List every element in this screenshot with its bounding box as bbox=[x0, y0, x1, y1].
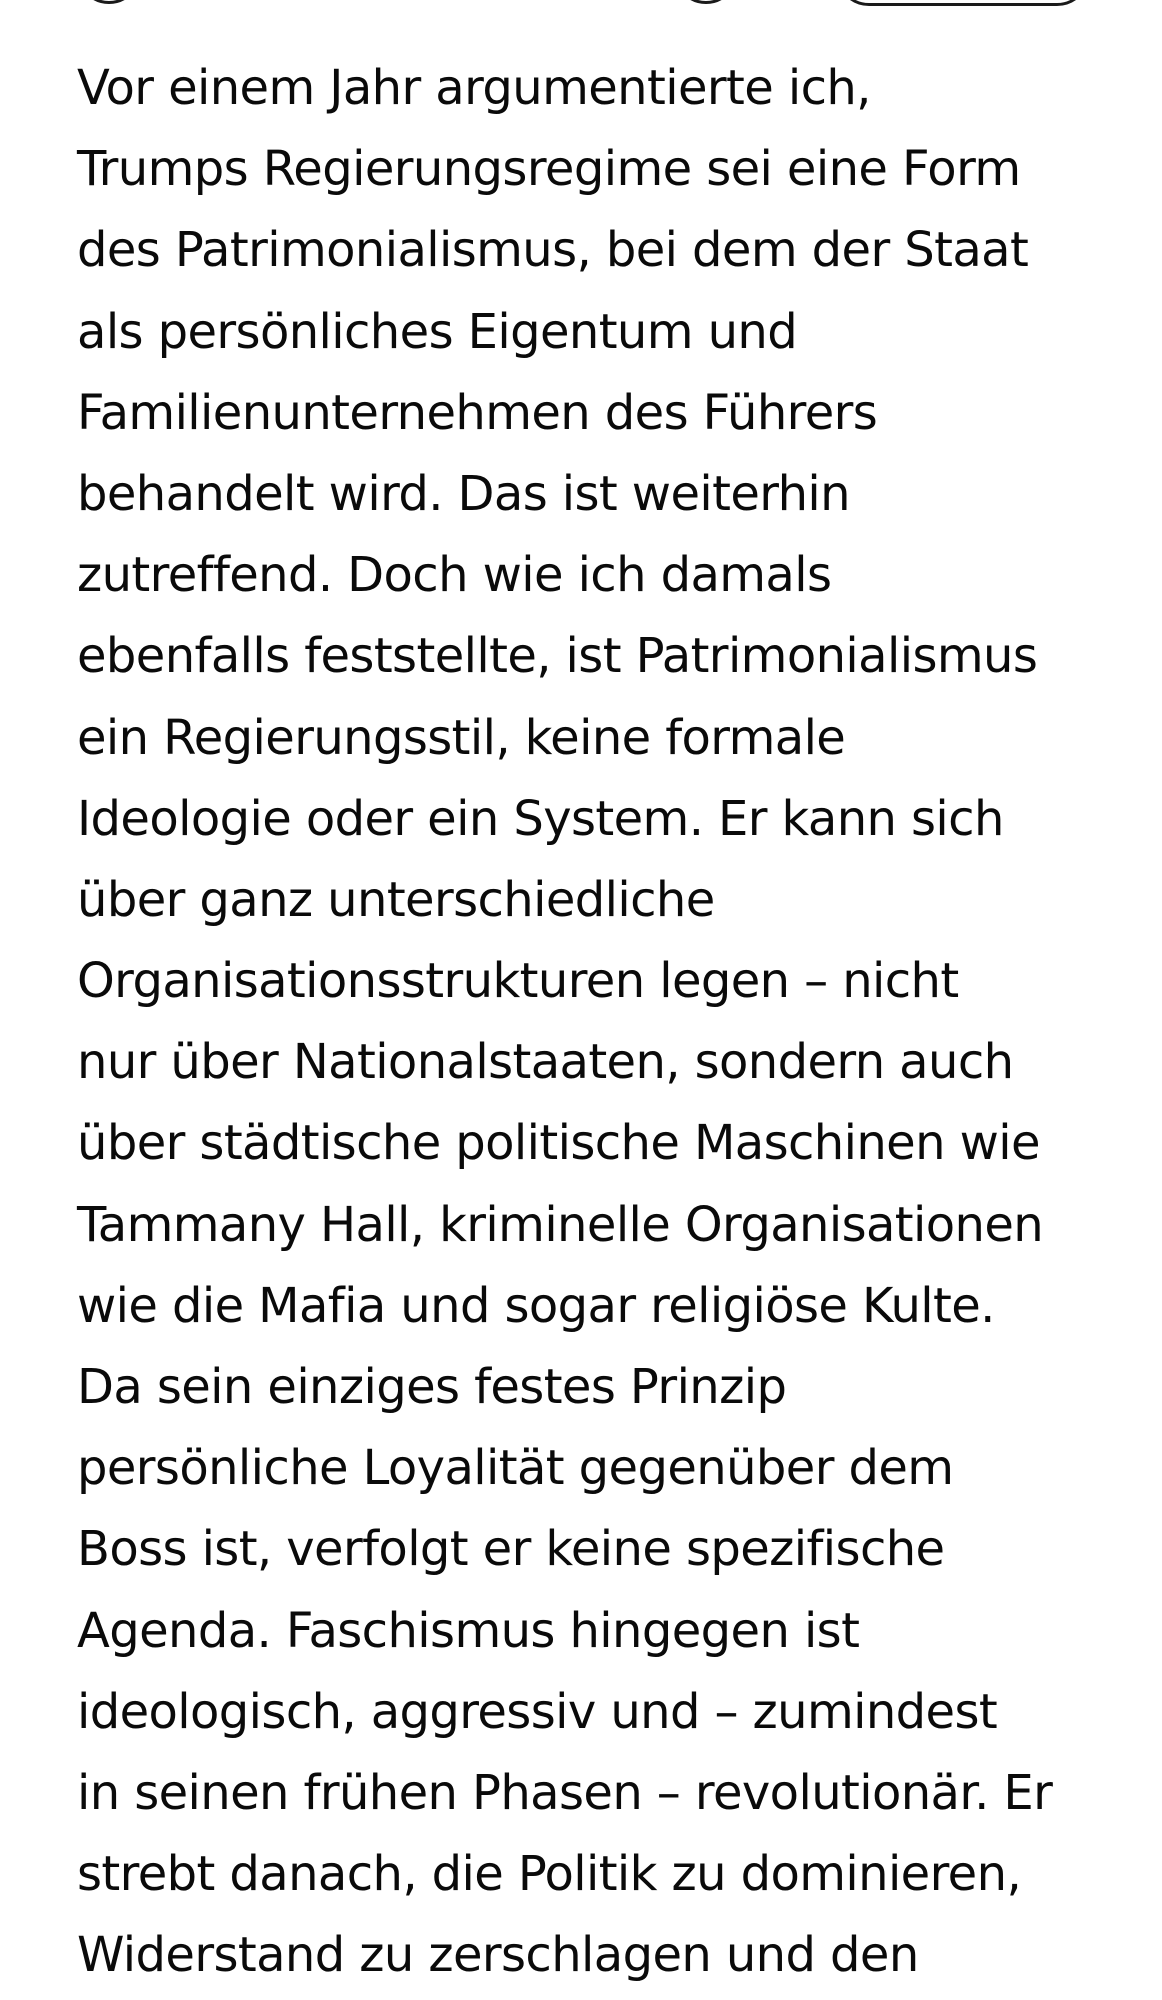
article-line: Tammany Hall, kriminelle Organisationen bbox=[77, 1196, 1044, 1253]
article-line: wie die Mafia und sogar religiöse Kulte. bbox=[77, 1277, 995, 1334]
article-line: Ideologie oder ein System. Er kann sich bbox=[77, 790, 1004, 847]
article-line: strebt danach, die Politik zu dominieren, bbox=[77, 1846, 1022, 1903]
article-line: in seinen frühen Phasen – revolutionär. Er bbox=[77, 1764, 1053, 1821]
article-line: Familienunternehmen des Führers bbox=[77, 384, 878, 441]
article-body bbox=[77, 48, 1087, 1997]
pill-control-button[interactable] bbox=[836, 0, 1090, 6]
article-line: zutreffend. Doch wie ich damals bbox=[77, 547, 832, 604]
article-line: ebenfalls feststellte, ist Patrimonialismus bbox=[77, 628, 1038, 685]
article-line: nur über Nationalstaaten, sondern auch bbox=[77, 1034, 1014, 1091]
article-line: des Patrimonialismus, bei dem der Staat bbox=[77, 222, 1029, 279]
article-line: Widerstand zu zerschlagen und den bbox=[77, 1927, 919, 1984]
article-line: Agenda. Faschismus hingegen ist bbox=[77, 1602, 860, 1659]
top-toolbar bbox=[0, 0, 1162, 14]
action-button[interactable] bbox=[674, 0, 738, 4]
article-line: Trumps Regierungsregime sei eine Form bbox=[77, 141, 1021, 198]
back-button[interactable] bbox=[77, 0, 141, 4]
article-line: Vor einem Jahr argumentierte ich, bbox=[77, 60, 871, 116]
article-line: persönliche Loyalität gegenüber dem bbox=[77, 1440, 954, 1497]
article-line: Boss ist, verfolgt er keine spezifische bbox=[77, 1521, 945, 1578]
article-line: ideologisch, aggressiv und – zumindest bbox=[77, 1683, 998, 1740]
article-line: behandelt wird. Das ist weiterhin bbox=[77, 465, 850, 522]
article-line: Organisationsstrukturen legen – nicht bbox=[77, 953, 959, 1010]
article-line: über städtische politische Maschinen wie bbox=[77, 1115, 1040, 1172]
article-line: ein Regierungsstil, keine formale bbox=[77, 709, 846, 766]
article-line: über ganz unterschiedliche bbox=[77, 871, 715, 928]
article-line: als persönliches Eigentum und bbox=[77, 303, 798, 360]
article-line: Da sein einziges festes Prinzip bbox=[77, 1359, 787, 1415]
